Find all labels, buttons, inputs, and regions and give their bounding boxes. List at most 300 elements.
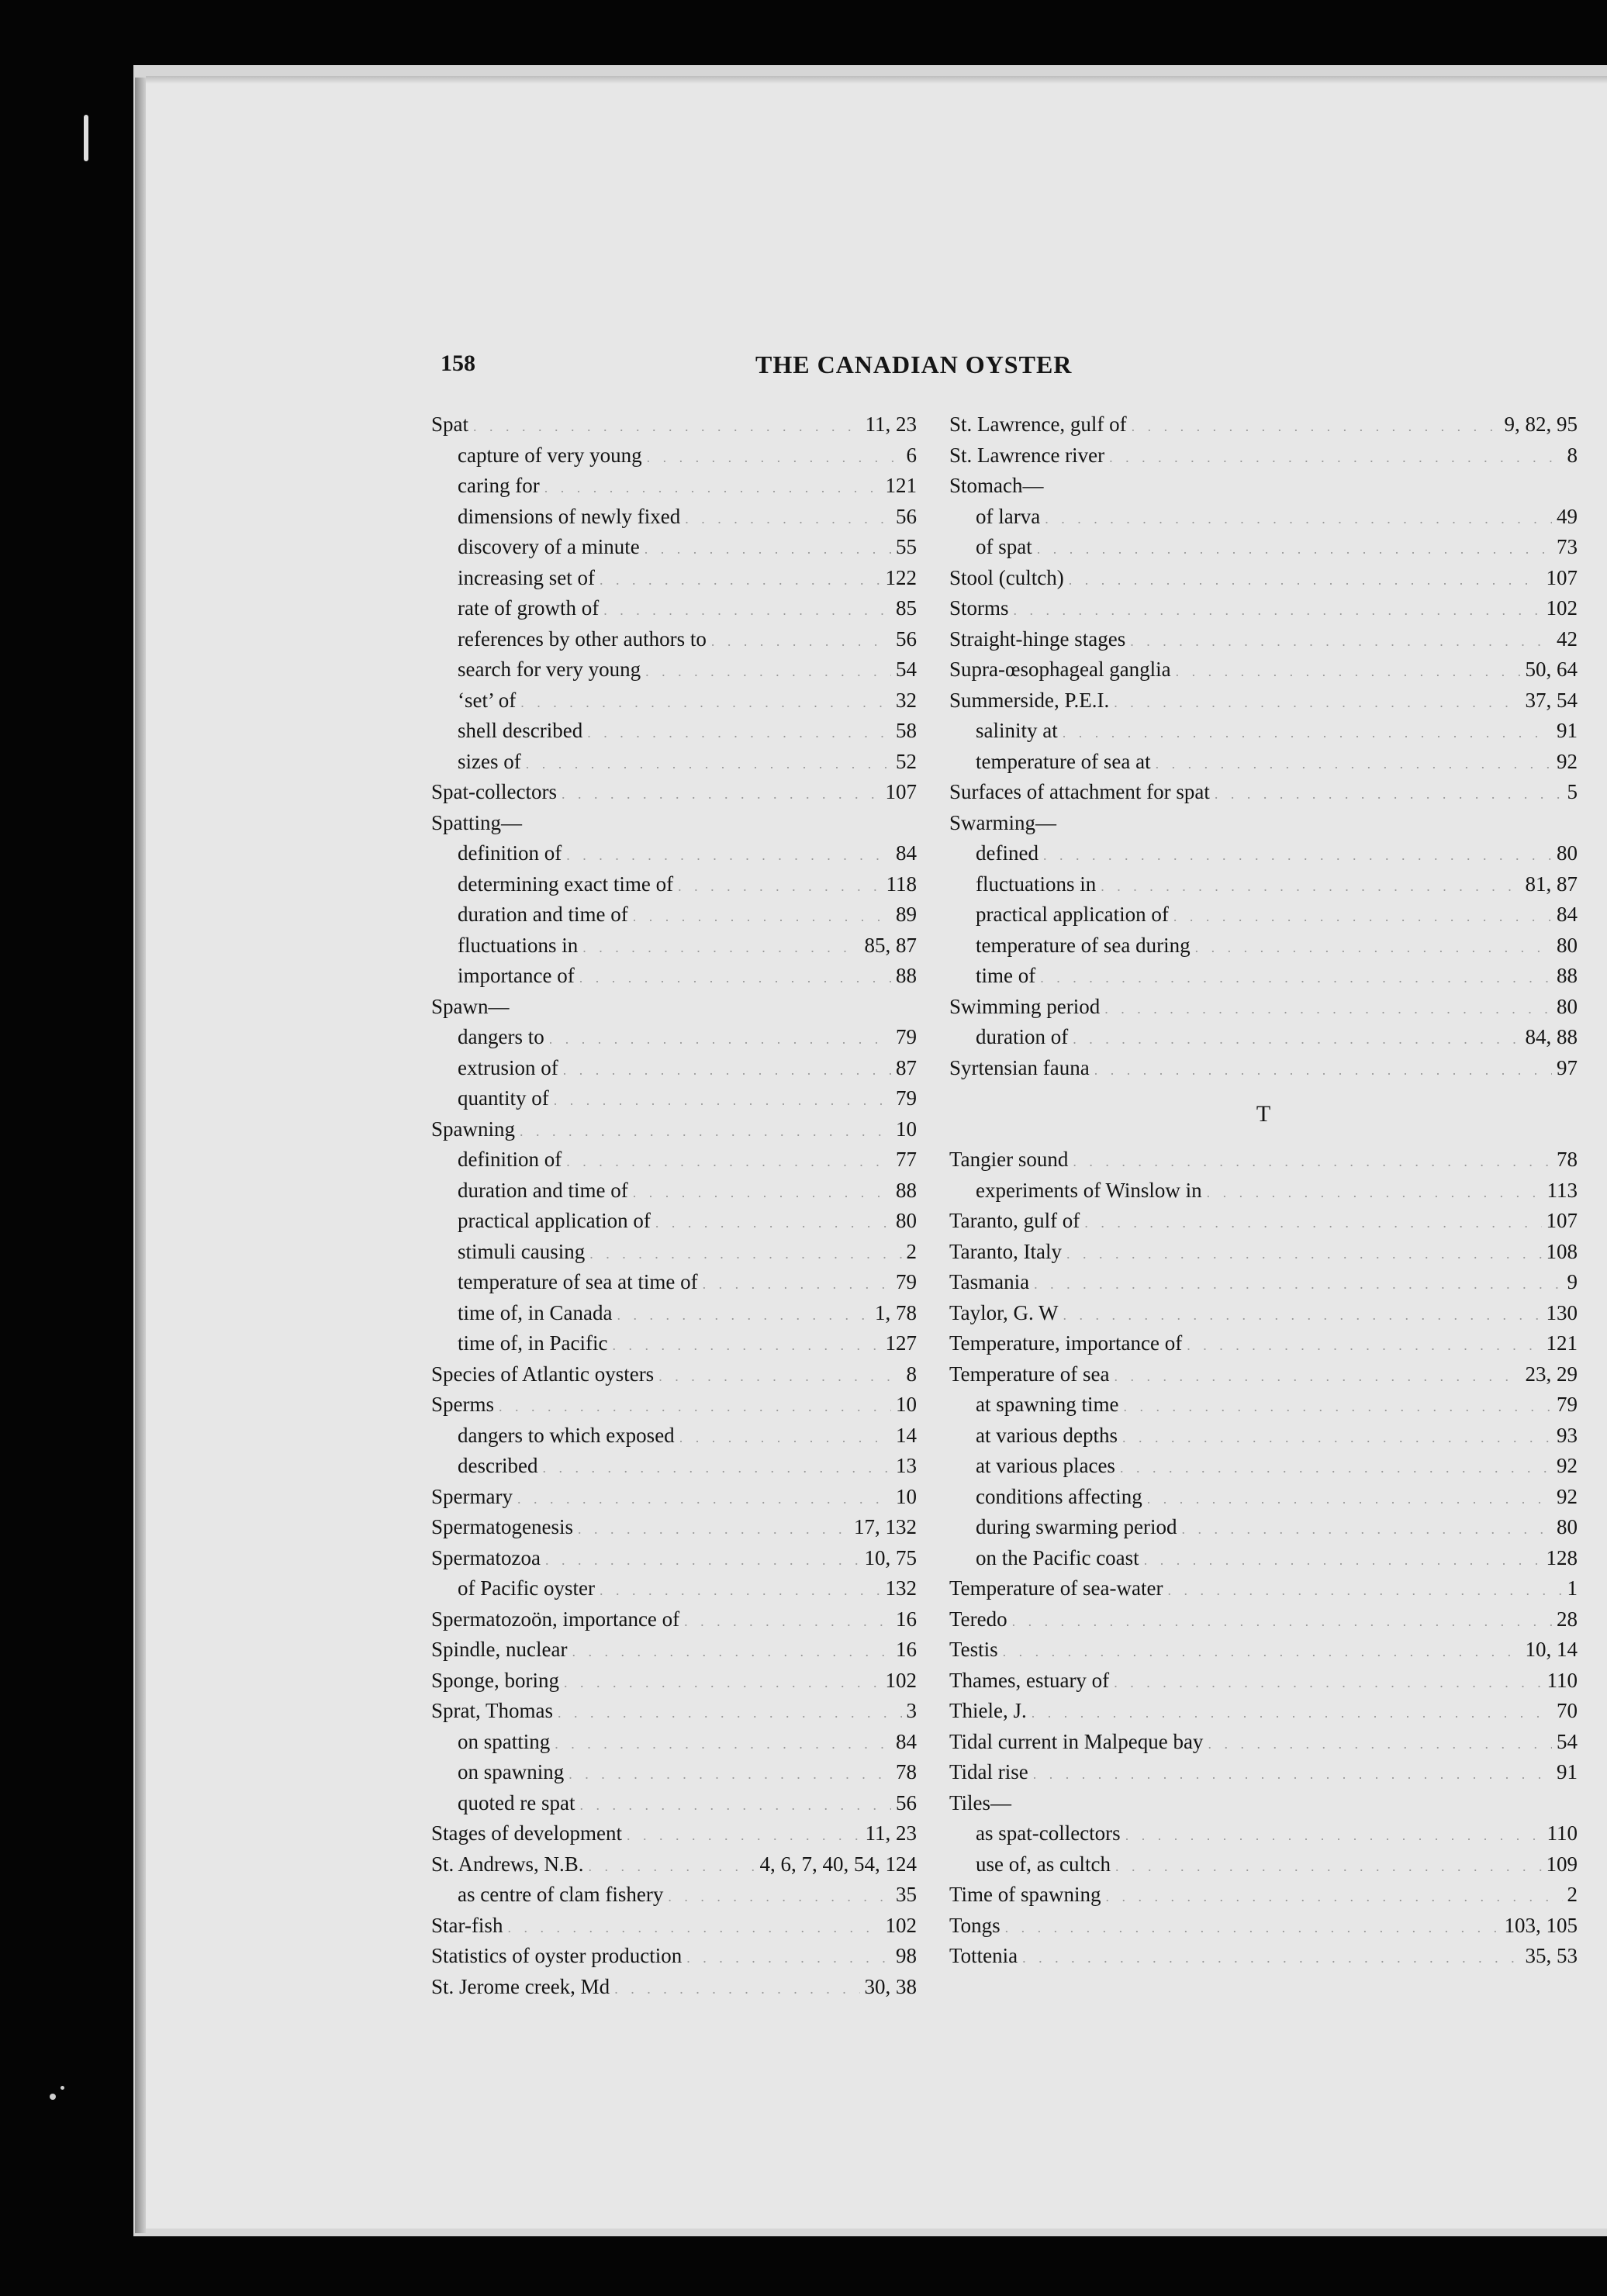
index-term: on the Pacific coast bbox=[976, 1545, 1139, 1569]
dot-leader bbox=[1114, 1668, 1542, 1699]
page-references: 8 bbox=[1567, 443, 1578, 467]
index-subentry bbox=[949, 502, 1578, 533]
dot-leader bbox=[526, 749, 891, 780]
page-references: 37, 54 bbox=[1525, 688, 1578, 712]
index-subentry bbox=[431, 1206, 917, 1237]
dot-leader bbox=[658, 1362, 901, 1393]
dot-leader bbox=[1120, 1453, 1552, 1484]
page-references: 88 bbox=[896, 1178, 917, 1202]
index-term: Star-fish bbox=[431, 1913, 503, 1937]
index-term: Spawning bbox=[431, 1117, 515, 1141]
index-term: rate of growth of bbox=[458, 596, 600, 620]
index-term: duration and time of bbox=[458, 903, 628, 926]
index-entry bbox=[949, 1727, 1578, 1758]
index-term: Spat-collectors bbox=[431, 780, 557, 803]
dot-leader bbox=[1084, 1208, 1541, 1239]
page-references: 79 bbox=[896, 1270, 917, 1293]
index-entry bbox=[949, 1941, 1578, 1972]
index-entry bbox=[431, 1390, 917, 1421]
index-entry bbox=[431, 1818, 917, 1849]
dot-leader bbox=[612, 1331, 880, 1362]
index-term: time of, in Canada bbox=[458, 1300, 613, 1324]
index-entry bbox=[431, 992, 917, 1023]
dot-leader bbox=[668, 1882, 891, 1913]
index-subentry bbox=[431, 1573, 917, 1604]
dot-leader bbox=[1063, 718, 1552, 749]
page-references: 127 bbox=[885, 1331, 917, 1355]
index-term: stimuli causing bbox=[458, 1239, 586, 1263]
page-references: 121 bbox=[1546, 1331, 1578, 1355]
index-subentry bbox=[949, 532, 1578, 563]
dot-leader bbox=[1073, 1147, 1552, 1178]
dot-leader bbox=[579, 1790, 891, 1821]
index-entry bbox=[949, 1666, 1578, 1697]
index-entry bbox=[431, 1512, 917, 1543]
dot-leader bbox=[1106, 1882, 1563, 1913]
scan-dust-speck bbox=[50, 2094, 56, 2100]
index-term: Time of spawning bbox=[949, 1883, 1101, 1906]
index-term: Syrtensian fauna bbox=[949, 1055, 1090, 1079]
index-term: Spat bbox=[431, 413, 469, 436]
index-term: caring for bbox=[458, 474, 540, 497]
page-references: 92 bbox=[1557, 1454, 1578, 1477]
page-references: 9 bbox=[1567, 1270, 1578, 1293]
index-term: experiments of Winslow in bbox=[976, 1178, 1202, 1202]
index-entry bbox=[949, 1880, 1578, 1911]
index-entry bbox=[949, 1206, 1578, 1237]
index-list-s-continued bbox=[949, 409, 1578, 1083]
page-references: 56 bbox=[896, 1790, 917, 1814]
index-term: Tangier sound bbox=[949, 1148, 1069, 1171]
dot-leader bbox=[1132, 412, 1500, 443]
page-references: 35 bbox=[896, 1883, 917, 1906]
index-entry bbox=[949, 440, 1578, 471]
dot-leader bbox=[686, 1943, 891, 1974]
index-subentry bbox=[949, 747, 1578, 778]
dot-leader bbox=[1195, 933, 1552, 964]
page-references: 85 bbox=[896, 596, 917, 620]
index-entry bbox=[431, 1696, 917, 1727]
index-term: defined bbox=[976, 841, 1039, 865]
index-term: temperature of sea at time of bbox=[458, 1270, 698, 1293]
dot-leader bbox=[678, 872, 881, 903]
page-references: 103, 105 bbox=[1504, 1913, 1578, 1937]
page-references: 2 bbox=[906, 1239, 917, 1263]
dot-leader bbox=[600, 565, 881, 596]
index-term: Summerside, P.E.I. bbox=[949, 688, 1110, 712]
page-references: 1, 78 bbox=[875, 1300, 917, 1324]
dot-leader bbox=[1215, 779, 1563, 810]
index-term: Surfaces of attachment for spat bbox=[949, 780, 1210, 803]
dot-leader bbox=[1109, 443, 1562, 474]
dot-leader bbox=[555, 1729, 891, 1760]
index-term: determining exact time of bbox=[458, 872, 674, 896]
page-references: 9, 82, 95 bbox=[1504, 413, 1578, 436]
index-term: Swarming— bbox=[949, 810, 1056, 834]
index-term: Spatting— bbox=[431, 810, 523, 834]
page-references: 54 bbox=[896, 658, 917, 681]
page-references: 88 bbox=[1557, 964, 1578, 987]
index-term: conditions affecting bbox=[976, 1484, 1142, 1508]
index-subentry bbox=[949, 1421, 1578, 1452]
page-references: 98 bbox=[896, 1944, 917, 1967]
index-subentry bbox=[949, 1482, 1578, 1513]
page-references: 121 bbox=[885, 474, 917, 497]
index-term: definition of bbox=[458, 1148, 562, 1171]
page-references: 49 bbox=[1557, 504, 1578, 528]
index-term: use of, as cultch bbox=[976, 1852, 1111, 1876]
page-references: 10 bbox=[896, 1117, 917, 1141]
page-references: 70 bbox=[1557, 1699, 1578, 1722]
index-subentry bbox=[431, 1880, 917, 1911]
page-references: 92 bbox=[1557, 749, 1578, 773]
page-references: 128 bbox=[1546, 1545, 1578, 1569]
page-references: 79 bbox=[896, 1086, 917, 1110]
index-subentry bbox=[949, 1849, 1578, 1880]
index-term: Tasmania bbox=[949, 1270, 1030, 1293]
page-references: 55 bbox=[896, 535, 917, 558]
index-term: extrusion of bbox=[458, 1055, 558, 1079]
dot-leader bbox=[499, 1392, 891, 1423]
index-term: capture of very young bbox=[458, 443, 642, 467]
dot-leader bbox=[554, 1086, 891, 1117]
index-term: Tidal rise bbox=[949, 1760, 1028, 1783]
dot-leader bbox=[647, 443, 902, 474]
index-subentry bbox=[431, 961, 917, 992]
page-references: 11, 23 bbox=[865, 413, 917, 436]
index-term: search for very young bbox=[458, 658, 641, 681]
index-term: Tottenia bbox=[949, 1944, 1018, 1967]
index-term: importance of bbox=[458, 964, 575, 987]
index-entry bbox=[949, 777, 1578, 808]
dot-leader bbox=[549, 1024, 891, 1055]
dot-leader bbox=[1115, 1852, 1542, 1883]
index-term: time of, in Pacific bbox=[458, 1331, 608, 1355]
index-term: of larva bbox=[976, 504, 1041, 528]
page-references: 56 bbox=[896, 504, 917, 528]
page-references: 54 bbox=[1557, 1729, 1578, 1753]
index-subentry bbox=[431, 502, 917, 533]
dot-leader bbox=[473, 412, 860, 443]
index-term: Spermatozoön, importance of bbox=[431, 1607, 680, 1631]
dot-leader bbox=[655, 1208, 891, 1239]
page-references: 50, 64 bbox=[1525, 658, 1578, 681]
index-subentry bbox=[431, 1757, 917, 1788]
page-references: 110 bbox=[1547, 1668, 1578, 1692]
index-term: duration of bbox=[976, 1025, 1069, 1048]
index-entry bbox=[949, 563, 1578, 594]
index-term: Temperature, importance of bbox=[949, 1331, 1183, 1355]
index-term: Straight-hinge stages bbox=[949, 627, 1126, 651]
index-subentry bbox=[431, 716, 917, 747]
page-references: 102 bbox=[1546, 596, 1578, 620]
index-subentry bbox=[431, 1053, 917, 1084]
index-entry bbox=[949, 808, 1578, 839]
index-term: Supra-œsophageal ganglia bbox=[949, 658, 1171, 681]
index-entry bbox=[431, 1114, 917, 1145]
index-term: references by other authors to bbox=[458, 627, 707, 651]
index-term: dimensions of newly fixed bbox=[458, 504, 681, 528]
page-references: 23, 29 bbox=[1525, 1362, 1578, 1386]
page-references: 4, 6, 7, 40, 54, 124 bbox=[759, 1852, 917, 1876]
page-references: 107 bbox=[1546, 1209, 1578, 1232]
index-list-left bbox=[431, 409, 917, 2002]
index-term: at various places bbox=[976, 1454, 1115, 1477]
page-references: 32 bbox=[896, 688, 917, 712]
page-references: 16 bbox=[896, 1638, 917, 1661]
index-term: Spawn— bbox=[431, 994, 510, 1018]
dot-leader bbox=[1167, 1576, 1562, 1607]
index-term: quantity of bbox=[458, 1086, 549, 1110]
index-entry bbox=[431, 1604, 917, 1635]
dot-leader bbox=[1045, 504, 1552, 535]
page-references: 108 bbox=[1546, 1239, 1578, 1263]
index-entry bbox=[949, 1267, 1578, 1298]
index-term: during swarming period bbox=[976, 1515, 1177, 1538]
index-subentry bbox=[431, 747, 917, 778]
page-number: 158 bbox=[441, 350, 475, 376]
index-term: Thiele, J. bbox=[949, 1699, 1027, 1722]
dot-leader bbox=[1125, 1821, 1543, 1852]
page-references: 10, 14 bbox=[1525, 1638, 1578, 1661]
index-entry bbox=[431, 1635, 917, 1666]
section-letter-heading: T bbox=[1256, 1101, 1271, 1127]
dot-leader bbox=[1115, 1362, 1521, 1393]
page-references: 87 bbox=[896, 1055, 917, 1079]
index-entry bbox=[431, 1543, 917, 1574]
page-references: 16 bbox=[896, 1607, 917, 1631]
index-term: St. Andrews, N.B. bbox=[431, 1852, 584, 1876]
index-subentry bbox=[431, 1267, 917, 1298]
index-entry bbox=[949, 685, 1578, 716]
dot-leader bbox=[542, 1453, 891, 1484]
index-entry bbox=[949, 1788, 1578, 1819]
page-references: 80 bbox=[896, 1209, 917, 1232]
index-term: on spatting bbox=[458, 1729, 551, 1753]
index-subentry bbox=[431, 1237, 917, 1268]
index-term: Tongs bbox=[949, 1913, 1000, 1937]
index-subentry bbox=[949, 1818, 1578, 1849]
index-subentry bbox=[949, 838, 1578, 869]
index-term: Statistics of oyster production bbox=[431, 1944, 683, 1967]
dot-leader bbox=[1066, 1239, 1541, 1270]
dot-leader bbox=[520, 1117, 891, 1148]
page-references: 11, 23 bbox=[865, 1821, 917, 1845]
index-term: practical application of bbox=[458, 1209, 651, 1232]
index-entry bbox=[431, 409, 917, 440]
dot-leader bbox=[617, 1300, 870, 1331]
page-references: 2 bbox=[1567, 1883, 1578, 1906]
dot-leader bbox=[1207, 1178, 1543, 1209]
index-term: Swimming period bbox=[949, 994, 1101, 1018]
dot-leader bbox=[1040, 963, 1552, 994]
dot-leader bbox=[589, 1239, 901, 1270]
index-subentry bbox=[949, 1022, 1578, 1053]
index-term: Testis bbox=[949, 1638, 998, 1661]
dot-leader bbox=[684, 1607, 891, 1638]
index-entry bbox=[431, 1941, 917, 1972]
index-term: salinity at bbox=[976, 719, 1058, 742]
index-term: of Pacific oyster bbox=[458, 1576, 595, 1600]
dot-leader bbox=[572, 1637, 891, 1668]
page-references: 88 bbox=[896, 964, 917, 987]
dot-leader bbox=[1094, 1055, 1552, 1086]
index-subentry bbox=[431, 654, 917, 685]
page-references: 102 bbox=[885, 1913, 917, 1937]
page-references: 6 bbox=[906, 443, 917, 467]
page-references: 10, 75 bbox=[864, 1545, 917, 1569]
index-term: quoted re spat bbox=[458, 1790, 575, 1814]
index-subentry bbox=[431, 1083, 917, 1114]
index-subentry bbox=[949, 1451, 1578, 1482]
page-references: 79 bbox=[896, 1025, 917, 1048]
dot-leader bbox=[1147, 1484, 1552, 1515]
dot-leader bbox=[1012, 1607, 1552, 1638]
index-subentry bbox=[431, 930, 917, 962]
index-term: Sprat, Thomas bbox=[431, 1699, 553, 1722]
index-term: definition of bbox=[458, 841, 562, 865]
dot-leader bbox=[633, 902, 891, 933]
dot-leader bbox=[1003, 1637, 1521, 1668]
page-references: 89 bbox=[896, 903, 917, 926]
dot-leader bbox=[566, 1147, 891, 1178]
page-references: 42 bbox=[1557, 627, 1578, 651]
index-subentry bbox=[431, 838, 917, 869]
index-term: time of bbox=[976, 964, 1036, 987]
dot-leader bbox=[685, 504, 891, 535]
index-subentry bbox=[431, 685, 917, 716]
index-term: Teredo bbox=[949, 1607, 1007, 1631]
page-references: 91 bbox=[1557, 1760, 1578, 1783]
dot-leader bbox=[614, 1974, 859, 2005]
index-entry bbox=[949, 1053, 1578, 1084]
page-references: 113 bbox=[1547, 1178, 1578, 1202]
index-term: Tiles— bbox=[949, 1790, 1012, 1814]
index-term: temperature of sea at bbox=[976, 749, 1151, 773]
dot-leader bbox=[1187, 1331, 1541, 1362]
index-term: as spat-collectors bbox=[976, 1821, 1121, 1845]
index-term: on spawning bbox=[458, 1760, 565, 1783]
page-references: 30, 38 bbox=[864, 1974, 917, 1998]
page-references: 122 bbox=[885, 565, 917, 589]
index-entry bbox=[949, 1757, 1578, 1788]
dot-leader bbox=[1043, 841, 1552, 872]
index-entry bbox=[431, 1849, 917, 1880]
index-subentry bbox=[431, 471, 917, 502]
page-references: 78 bbox=[896, 1760, 917, 1783]
dot-leader bbox=[627, 1821, 861, 1852]
index-term: Storms bbox=[949, 596, 1009, 620]
index-column-left bbox=[431, 409, 917, 2002]
index-term: St. Lawrence, gulf of bbox=[949, 413, 1127, 436]
dot-leader bbox=[520, 688, 891, 719]
dot-leader bbox=[589, 1852, 755, 1883]
page-references: 1 bbox=[1567, 1576, 1578, 1600]
index-term: fluctuations in bbox=[976, 872, 1097, 896]
dot-leader bbox=[582, 933, 859, 964]
dot-leader bbox=[1073, 1024, 1520, 1055]
index-subentry bbox=[431, 1022, 917, 1053]
page-top-edge bbox=[146, 76, 1607, 84]
index-entry bbox=[949, 471, 1578, 502]
index-subentry bbox=[949, 869, 1578, 900]
index-entry bbox=[949, 1328, 1578, 1359]
index-entry bbox=[949, 1635, 1578, 1666]
dot-leader bbox=[711, 627, 891, 658]
index-list-t bbox=[949, 1145, 1578, 1972]
index-entry bbox=[949, 409, 1578, 440]
index-subentry bbox=[431, 532, 917, 563]
page-header bbox=[146, 350, 1607, 389]
page-references: 85, 87 bbox=[864, 933, 917, 957]
index-subentry bbox=[431, 899, 917, 930]
index-term: of spat bbox=[976, 535, 1032, 558]
dot-leader bbox=[1063, 1300, 1542, 1331]
index-subentry bbox=[431, 1298, 917, 1329]
index-entry bbox=[949, 1145, 1578, 1176]
index-term: St. Jerome creek, Md bbox=[431, 1974, 610, 1998]
page-references: 91 bbox=[1557, 719, 1578, 742]
index-subentry bbox=[949, 1512, 1578, 1543]
page-references: 110 bbox=[1547, 1821, 1578, 1845]
dot-leader bbox=[1037, 534, 1552, 565]
index-subentry bbox=[431, 563, 917, 594]
dot-leader bbox=[544, 473, 881, 504]
index-term: Spermary bbox=[431, 1484, 513, 1508]
index-term: at spawning time bbox=[976, 1393, 1119, 1416]
page-references: 80 bbox=[1557, 1515, 1578, 1538]
dot-leader bbox=[1122, 1423, 1552, 1454]
index-term: Species of Atlantic oysters bbox=[431, 1362, 655, 1386]
dot-leader bbox=[517, 1484, 891, 1515]
dot-leader bbox=[568, 1759, 891, 1790]
dot-leader bbox=[645, 657, 891, 688]
page-references: 81, 87 bbox=[1525, 872, 1578, 896]
dot-leader bbox=[1181, 1514, 1552, 1545]
page-references: 5 bbox=[1567, 780, 1578, 803]
index-subentry bbox=[949, 1390, 1578, 1421]
dot-leader bbox=[1101, 872, 1520, 903]
page-references: 118 bbox=[886, 872, 917, 896]
page-references: 10 bbox=[896, 1484, 917, 1508]
dot-leader bbox=[578, 1514, 849, 1545]
dot-leader bbox=[633, 1178, 891, 1209]
dot-leader bbox=[1033, 1759, 1552, 1790]
index-term: Spermatogenesis bbox=[431, 1515, 573, 1538]
index-entry bbox=[949, 992, 1578, 1023]
page-references: 130 bbox=[1546, 1300, 1578, 1324]
index-subentry bbox=[949, 930, 1578, 962]
index-term: Stool (cultch) bbox=[949, 565, 1064, 589]
dot-leader bbox=[600, 1576, 881, 1607]
index-entry bbox=[949, 624, 1578, 655]
dot-leader bbox=[563, 1055, 891, 1086]
index-entry bbox=[949, 593, 1578, 624]
page-references: 109 bbox=[1546, 1852, 1578, 1876]
index-entry bbox=[431, 808, 917, 839]
index-column-right bbox=[949, 409, 1578, 1972]
index-term: shell described bbox=[458, 719, 583, 742]
index-term: increasing set of bbox=[458, 565, 595, 589]
index-term: Temperature of sea-water bbox=[949, 1576, 1163, 1600]
page-references: 80 bbox=[1557, 933, 1578, 957]
index-subentry bbox=[431, 1727, 917, 1758]
index-entry bbox=[431, 1666, 917, 1697]
dot-leader bbox=[1123, 1392, 1552, 1423]
dot-leader bbox=[603, 596, 891, 627]
index-term: practical application of bbox=[976, 903, 1169, 926]
page-references: 77 bbox=[896, 1148, 917, 1171]
